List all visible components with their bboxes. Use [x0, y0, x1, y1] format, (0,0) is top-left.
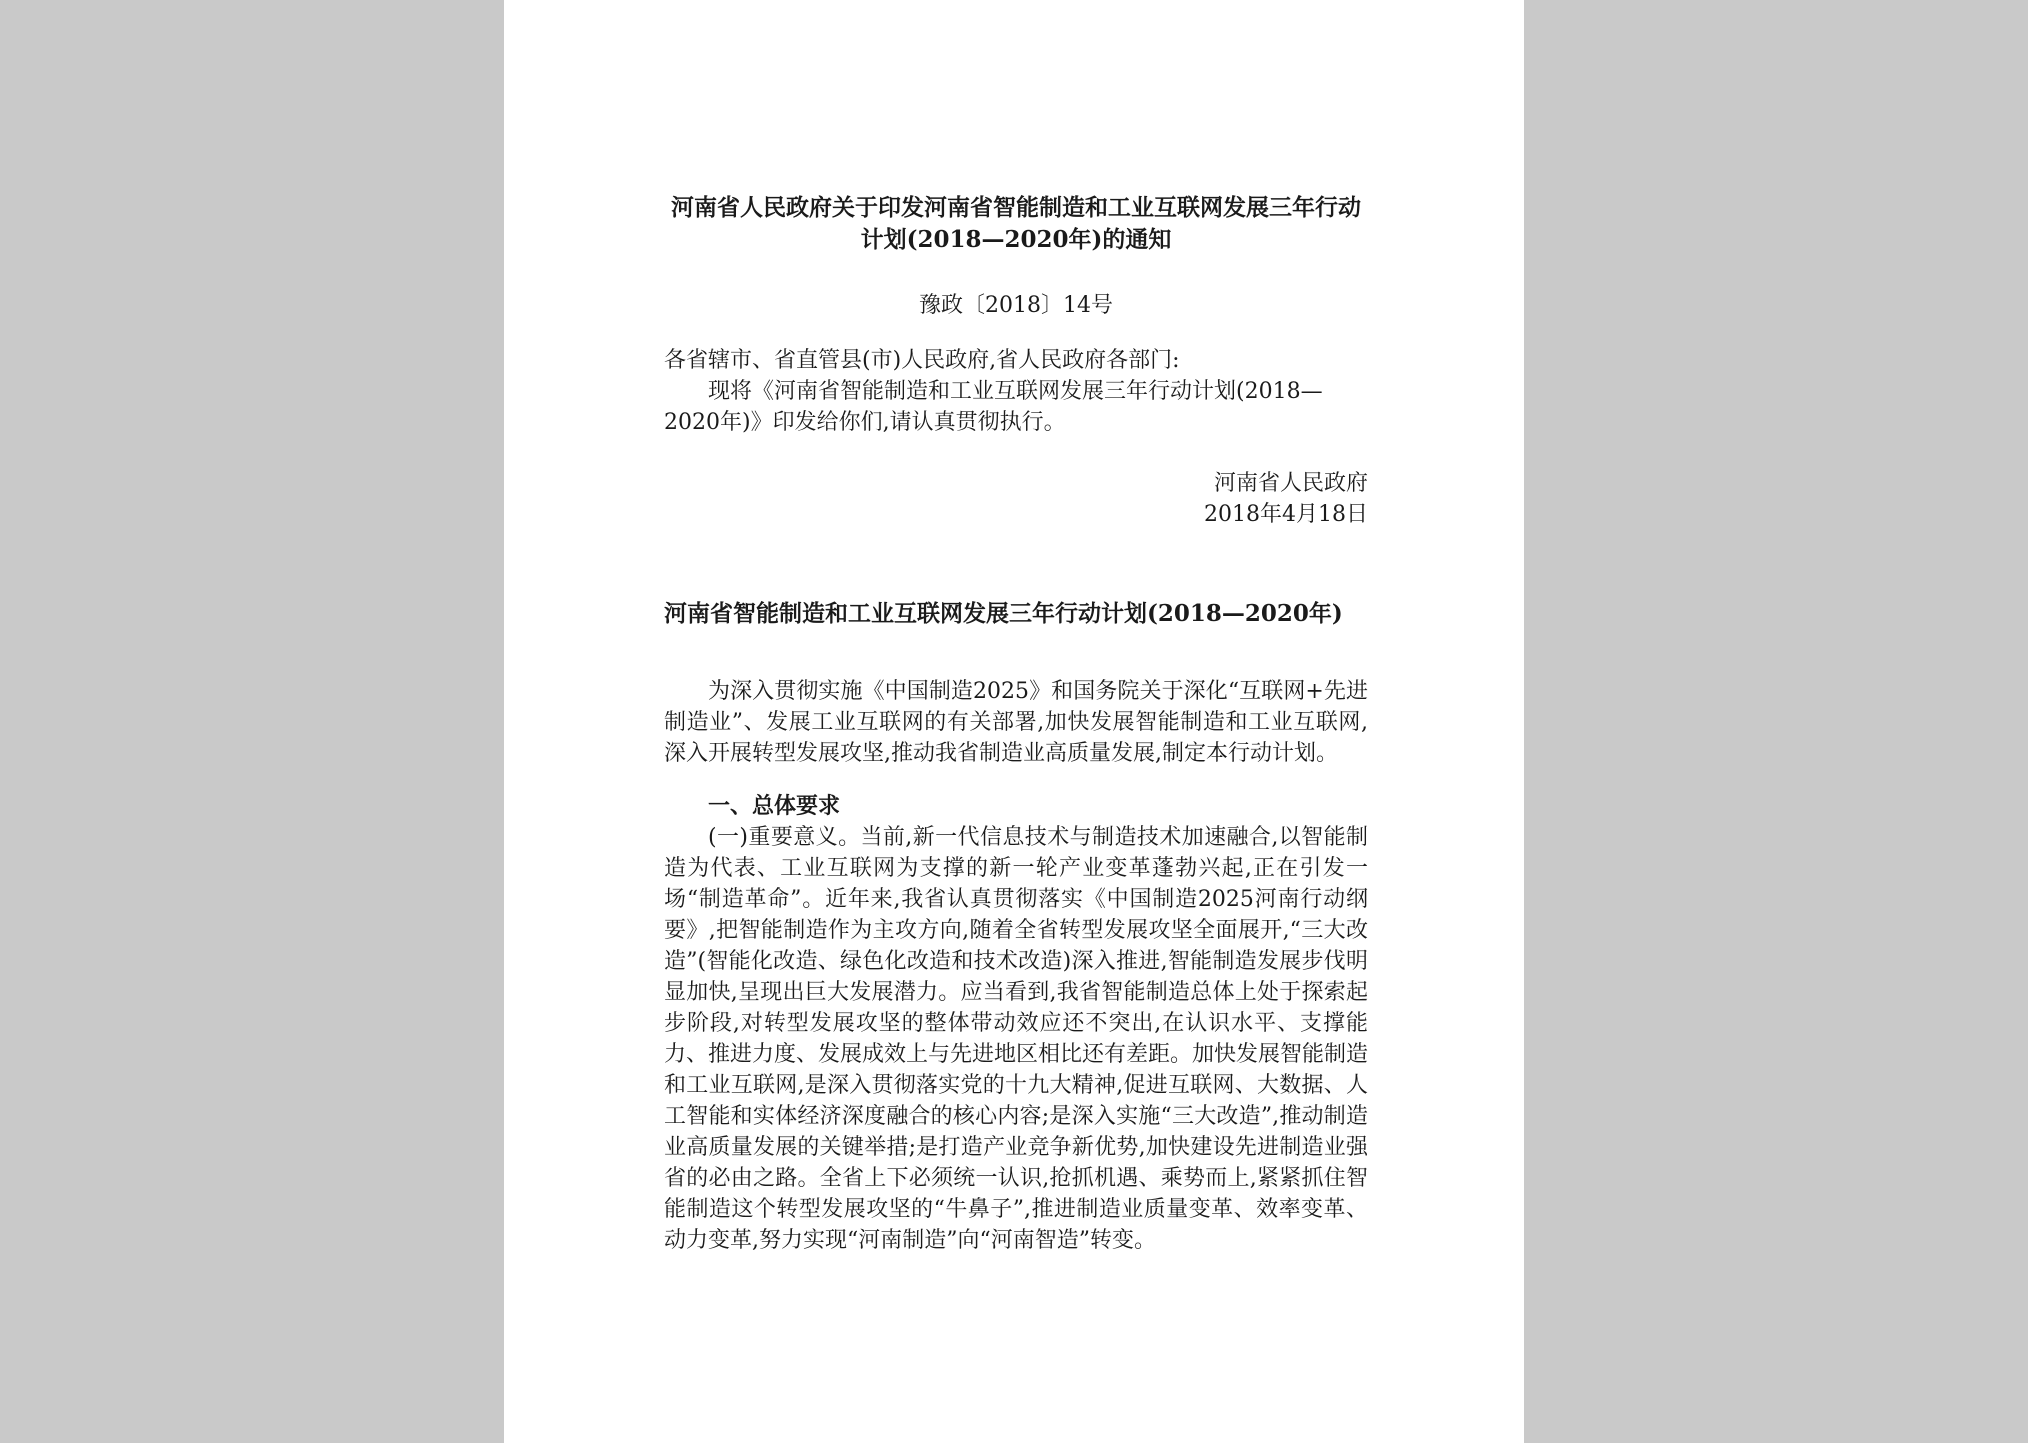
notice-title: 河南省人民政府关于印发河南省智能制造和工业互联网发展三年行动计划(2018—2020年)的通知 — [671, 194, 1361, 253]
signature-block — [664, 468, 1368, 530]
section-paragraph: (一)重要意义。当前,新一代信息技术与制造技术加速融合,以智能制造为代表、工业互联网为支撑的新一轮产业变革蓬勃兴起,正在引发一场“制造革命”。近年来,我省认真贯彻落实《中国制造2025河南行动纲要》,把智能制造作为主攻方向,随着全省转型发展攻坚全面展开,“三大改造”(智能化改造、绿色化改造和技术改造)深入推进,智能制造发展步伐明显加快,呈现出巨大发展潜力。应当看到,我省智能制造总体上处于探索起步阶段,对转型发展攻坚的整体带动效应还不突出,在认识水平、支撑能力、推进力度、发展成效上与先进地区相比还有差距。加快发展智能制造和工业互联网,是深入贯彻落实党的十九大精神,促进互联网、大数据、人工智能和实体经济深度融合的核心内容;是深入实施“三大改造”,推动制造业高质量发展的关键举措;是打造产业竞争新优势,加快建设先进制造业强省的必由之路。全省上下必须统一认识,抢抓机遇、乘势而上,紧紧抓住智能制造这个转型发展攻坚的“牛鼻子”,推进制造业质量变革、效率变革、动力变革,努力实现“河南制造”向“河南智造”转变。 — [664, 825, 1369, 1253]
notice-intro: 现将《河南省智能制造和工业互联网发展三年行动计划(2018—2020年)》印发给你们,请认真贯彻执行。 — [664, 379, 1323, 435]
document-number: 豫政〔2018〕14号 — [919, 293, 1113, 318]
addressee: 各省辖市、省直管县(市)人民政府,省人民政府各部门: — [664, 348, 1180, 373]
plan-intro: 为深入贯彻实施《中国制造2025》和国务院关于深化“互联网+先进制造业”、发展工业互联网的有关部署,加快发展智能制造和工业互联网,深入开展转型发展攻坚,推动我省制造业高质量发展,制定本行动计划。 — [664, 679, 1368, 766]
document-content — [664, 192, 1368, 1256]
document-page — [504, 0, 1524, 1443]
section-heading: 一、总体要求 — [708, 793, 841, 819]
signing-date: 2018年4月18日 — [1204, 502, 1368, 527]
plan-title: 河南省智能制造和工业互联网发展三年行动计划(2018—2020年) — [664, 600, 1343, 627]
signer: 河南省人民政府 — [1213, 471, 1368, 496]
